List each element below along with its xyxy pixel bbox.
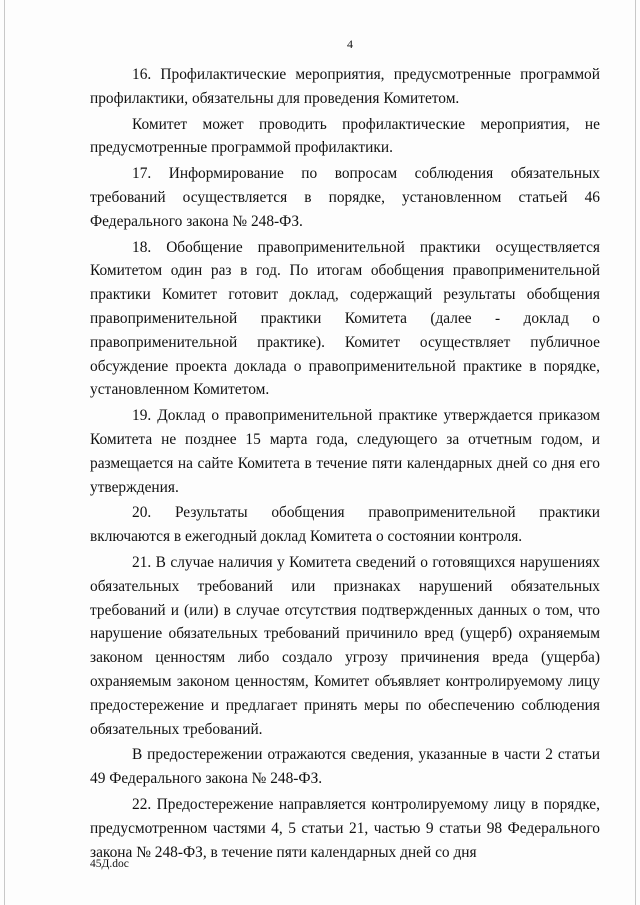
paragraph-16: 16. Профилактические мероприятия, предусмотренные программой профилактики, обязательны для проведения Комитетом. [90, 66, 600, 107]
paragraph-16-note: Комитет может проводить профилактические мероприятия, не предусмотренные программой профилактики. [90, 115, 600, 157]
paragraph-17: 17. Информирование по вопросам соблюдения обязательных требований осуществляется в порядке, установленном статьей 46 Федерального закона № 248-ФЗ. [90, 165, 600, 230]
paragraph-19: 19. Доклад о правоприменительной практике утверждается приказом Комитета не позднее 15 марта года, следующего за отчетным годом, и размещается на сайте Комитета в течение пяти календарных дней со дня его утверждения. [90, 407, 600, 496]
scan-edge-right [635, 0, 636, 905]
paragraph-18: 18. Обобщение правоприменительной практики осуществляется Комитетом один раз в год. По итогам обобщения правоприменительной практики Комитет готовит доклад, содержащий результаты обобщения правоприменительной практики Комитета (далее - доклад о правоприменительной практике). Комитет осуществляет публичное обсуждение проекта доклада о правоприменительной практике в порядке, установленном Комитетом. [90, 238, 600, 399]
footer-filename: 45Д.doc [90, 858, 129, 870]
scan-edge-left [4, 0, 5, 905]
document-body [90, 63, 600, 864]
page-number: 4 [347, 37, 353, 51]
paragraph-21-note: В предостережении отражаются сведения, указанные в части 2 статьи 49 Федерального закона № 248-ФЗ. [90, 746, 600, 788]
paragraph-21: 21. В случае наличия у Комитета сведений о готовящихся нарушениях обязательных требований или признаках нарушений обязательных требований и (или) в случае отсутствия подтвержденных данных о том, что нарушение обязательных требований причинило вред (ущерб) охраняемым законом ценностям либо создало угрозу причинения вреда (ущерба) охраняемым законом ценностям, Комитет объявляет контролируемому лицу предостережение и предлагает принять меры по обеспечению соблюдения обязательных требований. [90, 553, 600, 738]
paragraph-20: 20. Результаты обобщения правоприменительной практики включаются в ежегодный доклад Комитета о состоянии контроля. [90, 504, 600, 546]
paragraph-22: 22. Предостережение направляется контролируемому лицу в порядке, предусмотренном частями 4, 5 статьи 21, частью 9 статьи 98 Федерального закона № 248-ФЗ, в течение пяти календарных дней со дня [90, 795, 600, 861]
